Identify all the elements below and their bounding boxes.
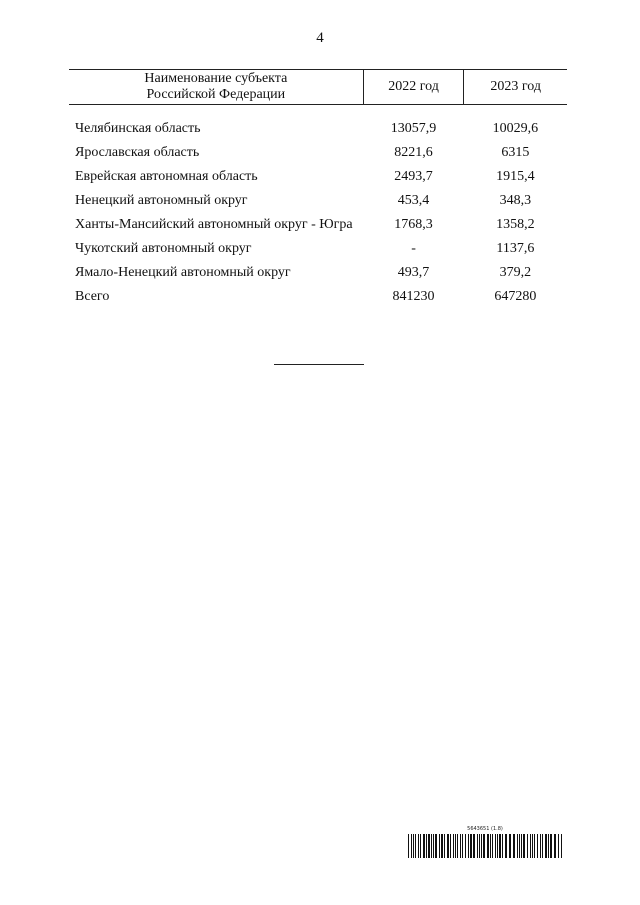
table-row <box>69 193 567 217</box>
data-table <box>69 69 567 313</box>
table-row <box>69 169 567 193</box>
row-value-2022: 493,7 <box>397 265 430 280</box>
row-name: Ярославская область <box>75 145 200 160</box>
table-spacer <box>69 105 567 122</box>
header-year-2023: 2023 год <box>464 70 567 105</box>
barcode-icon <box>408 834 562 858</box>
row-value-2022: 1768,3 <box>394 217 433 232</box>
row-name: Чукотский автономный округ <box>75 241 252 256</box>
table-row <box>69 265 567 289</box>
row-name: Ненецкий автономный округ <box>75 193 248 208</box>
row-value-2022: - <box>411 241 416 256</box>
row-value-2022: 2493,7 <box>394 169 433 184</box>
row-value-2022: 841230 <box>392 289 435 304</box>
table-row <box>69 241 567 265</box>
header-year-2022: 2022 год <box>363 70 464 105</box>
header-subject-name <box>69 70 363 105</box>
table-row-total <box>69 289 567 313</box>
row-name: Всего <box>75 289 110 304</box>
row-name: Еврейская автономная область <box>75 169 258 184</box>
row-value-2022: 8221,6 <box>394 145 433 160</box>
row-name: Ханты-Мансийский автономный округ - Югра <box>75 217 353 232</box>
header-subject-name-line2: Российской Федерации <box>146 87 286 102</box>
row-value-2023: 348,3 <box>499 193 532 208</box>
row-name: Челябинская область <box>75 121 201 136</box>
page-number: 4 <box>316 30 324 46</box>
header-subject-name-line1: Наименование субъекта <box>144 71 288 86</box>
row-value-2023: 379,2 <box>499 265 532 280</box>
row-value-2023: 10029,6 <box>492 121 539 136</box>
row-name: Ямало-Ненецкий автономный округ <box>75 265 291 280</box>
row-value-2023: 1137,6 <box>496 241 535 256</box>
row-value-2022: 453,4 <box>397 193 430 208</box>
row-value-2022: 13057,9 <box>390 121 437 136</box>
row-value-2023: 1358,2 <box>496 217 535 232</box>
row-value-2023: 6315 <box>501 145 530 160</box>
table-row <box>69 121 567 145</box>
barcode-block <box>408 826 562 858</box>
table-row <box>69 145 567 169</box>
barcode-caption: 5643651 (1.8) <box>467 826 503 832</box>
table-header-row <box>69 70 567 105</box>
row-value-2023: 1915,4 <box>496 169 535 184</box>
table-row <box>69 217 567 241</box>
row-value-2023: 647280 <box>494 289 537 304</box>
end-of-document-rule <box>274 364 364 365</box>
